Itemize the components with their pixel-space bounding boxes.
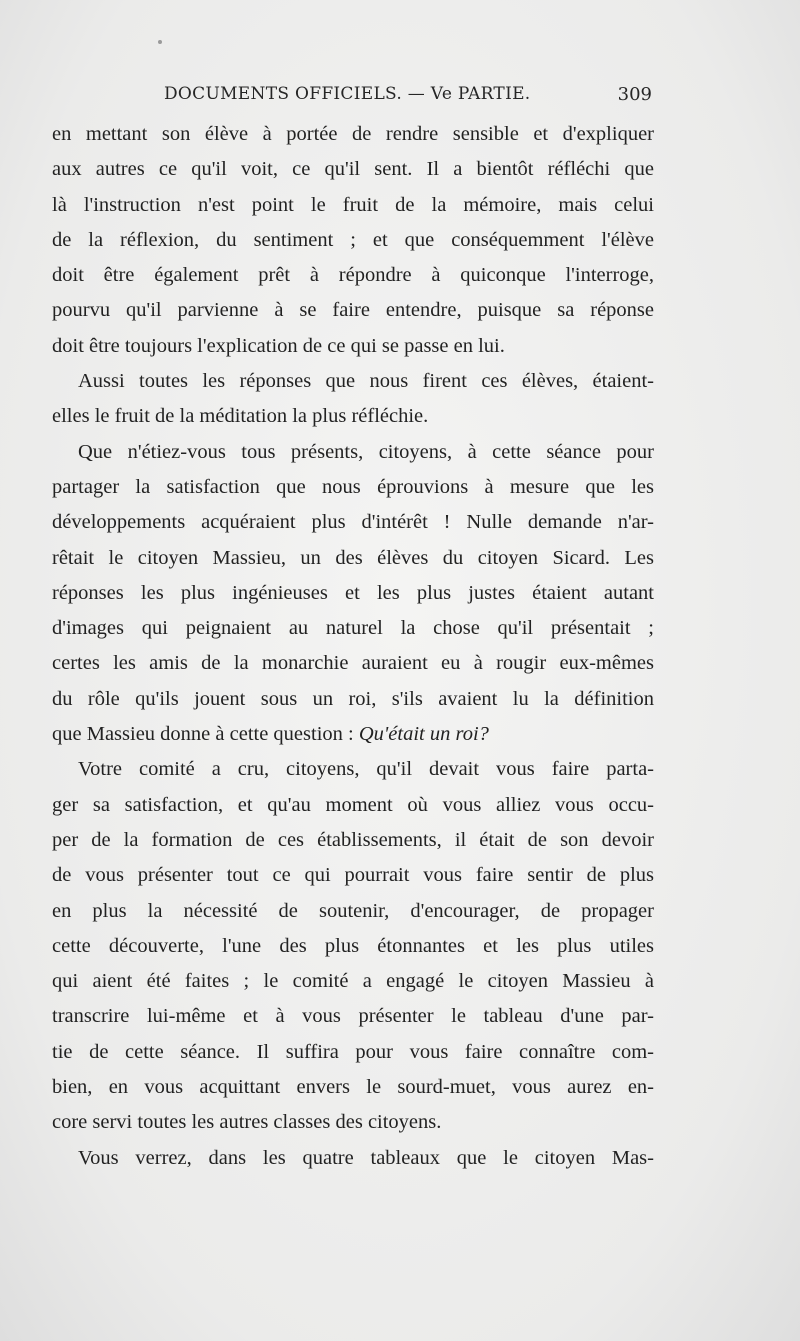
text-line: doit être toujours l'explication de ce qui se passe en lui. (52, 334, 505, 357)
body-text (52, 117, 654, 1176)
text-line: doit être également prêt à répondre à quiconque l'interroge, (52, 264, 654, 287)
text-line: de la réflexion, du sentiment ; et que conséquemment l'élève (52, 228, 654, 251)
text-line: d'images qui peignaient au naturel la chose qu'il présentait ; (52, 617, 654, 640)
text-line (52, 717, 654, 752)
text-line: per de la formation de ces établissements, il était de son devoir (52, 828, 654, 851)
text-line: ger sa satisfaction, et qu'au moment où vous alliez vous occu- (52, 793, 654, 816)
text-line: aux autres ce qu'il voit, ce qu'il sent. Il a bientôt réfléchi que (52, 158, 654, 181)
italic-question: Qu'était un roi? (358, 723, 489, 746)
text-line: de vous présenter tout ce qui pourrait vous faire sentir de plus (52, 864, 654, 887)
text-line: cette découverte, l'une des plus étonnantes et les plus utiles (52, 934, 654, 957)
text-line: elles le fruit de la méditation la plus réfléchie. (52, 405, 429, 428)
text-line-start: que Massieu donne à cette question : (52, 723, 359, 746)
text-line: du rôle qu'ils jouent sous un roi, s'ils avaient lu la définition (52, 687, 654, 710)
text-line: bien, en vous acquittant envers le sourd-muet, vous aurez en- (52, 1076, 654, 1099)
text-line: tie de cette séance. Il suffira pour vous faire connaître com- (52, 1040, 654, 1063)
text-line: Vous verrez, dans les quatre tableaux que le citoyen Mas- (78, 1146, 654, 1169)
text-line: qui aient été faites ; le comité a engagé le citoyen Massieu à (52, 970, 654, 993)
text-line: Aussi toutes les réponses que nous firent ces élèves, étaient- (78, 370, 654, 393)
page-header (52, 84, 652, 114)
text-line: développements acquéraient plus d'intérêt ! Nulle demande n'ar- (52, 511, 654, 534)
text-line: réponses les plus ingénieuses et les plus justes étaient autant (52, 581, 654, 604)
paper-speck (158, 40, 162, 44)
running-head: DOCUMENTS OFFICIELS. — Ve PARTIE. (164, 84, 531, 104)
text-line: là l'instruction n'est point le fruit de la mémoire, mais celui (52, 193, 654, 216)
page-number: 309 (617, 84, 652, 105)
text-line: transcrire lui-même et à vous présenter le tableau d'une par- (52, 1005, 654, 1028)
text-line: Votre comité a cru, citoyens, qu'il devait vous faire parta- (78, 758, 654, 781)
text-line: en mettant son élève à portée de rendre sensible et d'expliquer (52, 123, 654, 145)
text-line: Que n'étiez-vous tous présents, citoyens, à cette séance pour (78, 440, 654, 463)
text-line: certes les amis de la monarchie auraient eu à rougir eux-mêmes (52, 652, 654, 675)
text-line: rêtait le citoyen Massieu, un des élèves du citoyen Sicard. Les (52, 546, 654, 569)
text-line: partager la satisfaction que nous éprouvions à mesure que les (52, 475, 654, 498)
text-line: pourvu qu'il parvienne à se faire entendre, puisque sa réponse (52, 299, 654, 322)
text-line: core servi toutes les autres classes des citoyens. (52, 1111, 442, 1134)
text-line: en plus la nécessité de soutenir, d'encourager, de propager (52, 899, 654, 922)
